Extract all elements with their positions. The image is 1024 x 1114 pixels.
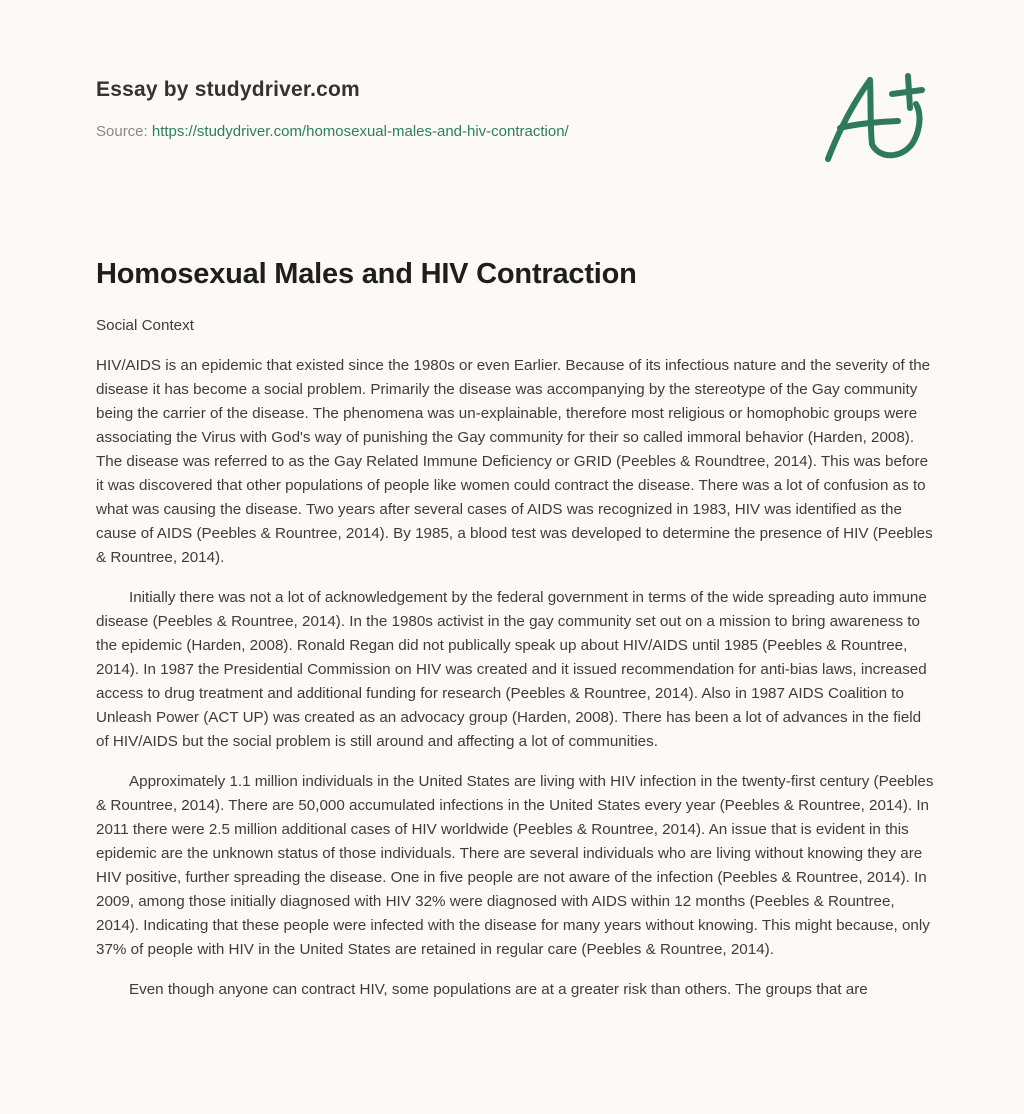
a-plus-grade-icon <box>818 66 930 166</box>
essay-paragraph: Approximately 1.1 million individuals in the United States are living with HIV infection in the twenty-first century (Peebles & Rountree, 2014). There are 50,000 accumulated infections in the United States every year (Peebles & Rountree, 2014). In 2011 there were 2.5 million additional cases of HIV worldwide (Peebles & Rountree, 2014). An issue that is evident in this epidemic are the unknown status of those individuals. There are several individuals who are living without knowing they are HIV positive, further spreading the disease. One in five people are not aware of the infection (Peebles & Rountree, 2014). In 2009, among those initially diagnosed with HIV 32% were diagnosed with AIDS within 12 months (Peebles & Rountree, 2014). Indicating that these people were infected with the disease for many years without knowing. This might because, only 37% of people with HIV in the United States are retained in regular care (Peebles & Rountree, 2014). <box>96 773 934 958</box>
source-label: Source: <box>96 123 148 140</box>
section-subheading: Social Context <box>96 317 194 334</box>
source-link[interactable]: https://studydriver.com/homosexual-males-and-hiv-contraction/ <box>151 123 569 140</box>
source-line <box>96 122 796 142</box>
essay-paragraph: HIV/AIDS is an epidemic that existed since the 1980s or even Earlier. Because of its infectious nature and the severity of the disease it has become a social problem. Primarily the disease was accompanying by the stereotype of the Gay community being the carrier of the disease. The phenomena was un-explainable, therefore most religious or homophobic groups were associating the Virus with God's way of punishing the Gay community for their so called immoral behavior (Harden, 2008). The disease was referred to as the Gay Related Immune Deficiency or GRID (Peebles & Roundtree, 2014). This was before it was discovered that other populations of people like women could contract the disease. There was a lot of confusion as to what was causing the disease. Two years after several cases of AIDS was recognized in 1983, HIV was identified as the cause of AIDS (Peebles & Rountree, 2014). By 1985, a blood test was developed to determine the presence of HIV (Peebles & Rountree, 2014). <box>96 357 933 566</box>
essay-paragraph: Even though anyone can contract HIV, some populations are at a greater risk than others. The groups that are <box>129 981 868 998</box>
site-title: Essay by studydriver.com <box>96 78 360 101</box>
page-header <box>96 76 796 142</box>
essay-title: Homosexual Males and HIV Contraction <box>96 258 637 290</box>
essay-paragraph: Initially there was not a lot of acknowledgement by the federal government in terms of the wide spreading auto immune disease (Peebles & Rountree, 2014). In the 1980s activist in the gay community set out on a mission to bring awareness to the epidemic (Harden, 2008). Ronald Regan did not publically speak up about HIV/AIDS until 1985 (Peebles & Rountree, 2014). In 1987 the Presidential Commission on HIV was created and it issued recommendation for anti-bias laws, increased access to drug treatment and additional funding for research (Peebles & Rountree, 2014). Also in 1987 AIDS Coalition to Unleash Power (ACT UP) was created as an advocacy group (Harden, 2008). There has been a lot of advances in the field of HIV/AIDS but the social problem is still around and affecting a lot of communities. <box>96 589 927 750</box>
essay-body <box>96 314 934 1018</box>
